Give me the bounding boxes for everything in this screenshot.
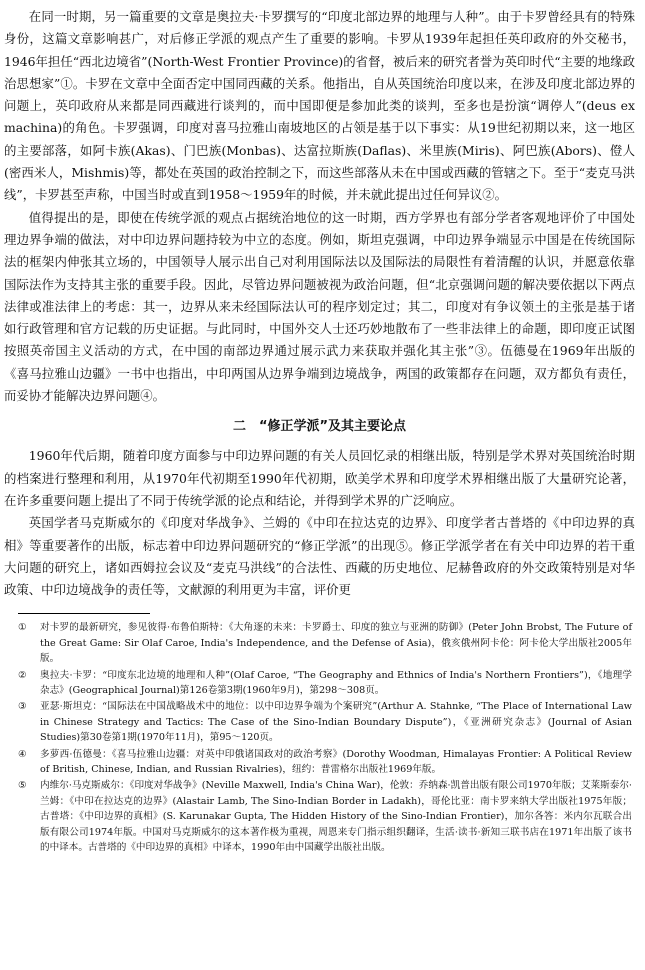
body-text [4,6,645,407]
footnote-4 [4,747,632,778]
footnote-2 [4,668,632,699]
footnote-text: 内维尔·马克斯威尔：《印度对华战争》(Neville Maxwell, India's China War)，伦敦：乔纳森·凯普出版有限公司1970年版；艾莱斯泰尔·兰姆：《中印在拉达克的边界》(Alastair Lamb, The Sino-Indian Border in Ladakh)，哥伦比亚：南卡罗来纳大学出版社1975年版；古普塔：《中印边界的真相》(S. Karunakar Gupta, The Hidden History of the Sino-Indian Frontier)，加尔各答：米内尔瓦联合出版有限公司1974年版。中国对马克斯威尔的这本著作极为重视，周恩来专门指示组织翻译，生活·读书·新知三联书店在1971年出版了该书的中译本。古普塔的《中印边界的真相》中译本，1990年由中国藏学出版社出版。 [40,780,632,854]
footnote-text: 亚瑟·斯坦克：“国际法在中国战略战术中的地位：以中印边界争端为个案研究”(Arthur A. Stahnke, “The Place of International Law in Chinese Strategy and Tactics: The Case of the Sino-Indian Boundary Dispute”)，《亚洲研究杂志》(Journal of Asian Studies)第30卷第1期(1970年11月)，第95～120页。 [40,701,632,744]
footnote-5 [4,778,632,855]
section-heading: 二 “修正学派”及其主要论点 [232,419,407,435]
body-text-2 [4,445,645,601]
paragraph-4: 英国学者马克斯威尔的《印度对华战争》、兰姆的《中印在拉达克的边界》、印度学者古普塔的《中印边界的真相》等重要著作的出版，标志着中印边界问题研究的“修正学派”的出现⑤。修正学派学者在有关中印边界的若干重大问题的研究上，诸如西姆拉会议及“麦克马洪线”的合法性、西藏的历史地位、尼赫鲁政府的外交政策特别是对华政策、中印边境战争的责任等，文献源的利用更为丰富，评价更 [4,515,635,598]
footnote-3 [4,699,632,745]
footnote-text: 多萝西·伍德曼：《喜马拉雅山边疆：对英中印俄诸国政对的政治考察》(Dorothy Woodman, Himalayas Frontier: A Political Review of British, Chinese, Indian, and Russian Rivalries)，纽约：普雷格尔出版社1969年版。 [40,748,632,776]
footnote-separator [18,613,150,614]
footnote-number: ① [18,622,27,634]
paragraph-2: 值得提出的是，即使在传统学派的观点占据统治地位的这一时期，西方学界也有部分学者客观地评价了中国处理边界争端的做法，对中印边界问题持较为中立的态度。例如，斯坦克强调，中印边界争端显示中国是在传统国际法的框架内伸张其立场的，中国领导人展示出自己对利用国际法以及国际法的局限性有着清醒的认识，并愿意依靠国际法作为支持其主张的重要手段。因此，尽管边界问题被视为政治问题，但“北京强调问题的解决要依据以下两点法律或准法律上的考虑：其一，边界从来未经国际法认可的程序划定过；其二，印度对有争议领土的主张是基于诸如行政管理和官方记载的历史证据。与此同时，中国外交人士还巧妙地散布了一些非法律上的命题，即印度正试图按照英帝国主义活动的方式，在中国的南部边界通过展示武力来获取并强化其主张”③。伍德曼在1969年出版的《喜马拉雅山边疆》一书中也指出，中印两国从边界争端到边境战争，两国的政策都存在问题，双方都负有责任，而妥协才能解决边界问题④。 [4,209,635,404]
footnote-number: ② [18,669,27,681]
footnote-1 [4,620,632,666]
footnotes [4,620,632,855]
footnote-text: 对卡罗的最新研究，参见彼得·布鲁伯斯特：《大角逐的未来：卡罗爵士、印度的独立与亚洲的防御》(Peter John Brobst, The Future of the Great Game: Sir Olaf Caroe, India's Independence, and the Defense of Asia)，俄亥俄州阿卡伦：阿卡伦大学出版社2005年版。 [40,622,632,665]
footnote-text: 奥拉夫·卡罗：“印度东北边境的地理和人种”(Olaf Caroe, “The Geography and Ethnics of India's Northern Frontiers”)，《地理学杂志》(Geographical Journal)第126卷第3期(1960年9月)，第298～308页。 [40,669,632,697]
paragraph-1: 在同一时期，另一篇重要的文章是奥拉夫·卡罗撰写的“印度北部边界的地理与人种”。由于卡罗曾经具有的特殊身份，这篇文章影响甚广，对后修正学派的观点产生了重要的影响。卡罗从1939年起担任英印政府的外交秘书，1946年担任“西北边境省”(North-West Frontier Province)的省督，被后来的研究者誉为英印时代“主要的地缘政治思想家”①。卡罗在文章中全面否定中国同西藏的关系。他指出，自从英国统治印度以来，在涉及印度北部边界的问题上，英印政府从来都是同西藏进行谈判的，而中国即便是参加此类的谈判，至多也是扮演“调停人”(deus ex machina)的角色。卡罗强调，印度对喜马拉雅山南坡地区的占领是基于以下事实：从19世纪初期以来，这一地区的主要部落，如阿卡族(Akas)、门巴族(Monbas)、达富拉斯族(Daflas)、米里族(Miris)、阿巴族(Abors)、僜人(密西米人，Mishmis)等，都处在英国的政治控制之下，而这些部落从未在中国或西藏的管辖之下。至于“麦克马洪线”，卡罗甚至声称，中国当时或直到1958～1959年的时候，并未就此提出过任何异议②。 [4,9,635,203]
footnote-number: ⑤ [18,780,27,792]
footnote-number: ③ [18,701,27,713]
footnote-number: ④ [18,748,27,760]
paragraph-3: 1960年代后期，随着印度方面参与中印边界问题的有关人员回忆录的相继出版，特别是学术界对英国统治时期的档案进行整理和利用，从1970年代初期至1990年代初期，欧美学术界和印度学术界相继出版了大量研究论著，在许多重要问题上提出了不同于传统学派的论点和结论，并得到学术界的广泛响应。 [4,448,635,508]
